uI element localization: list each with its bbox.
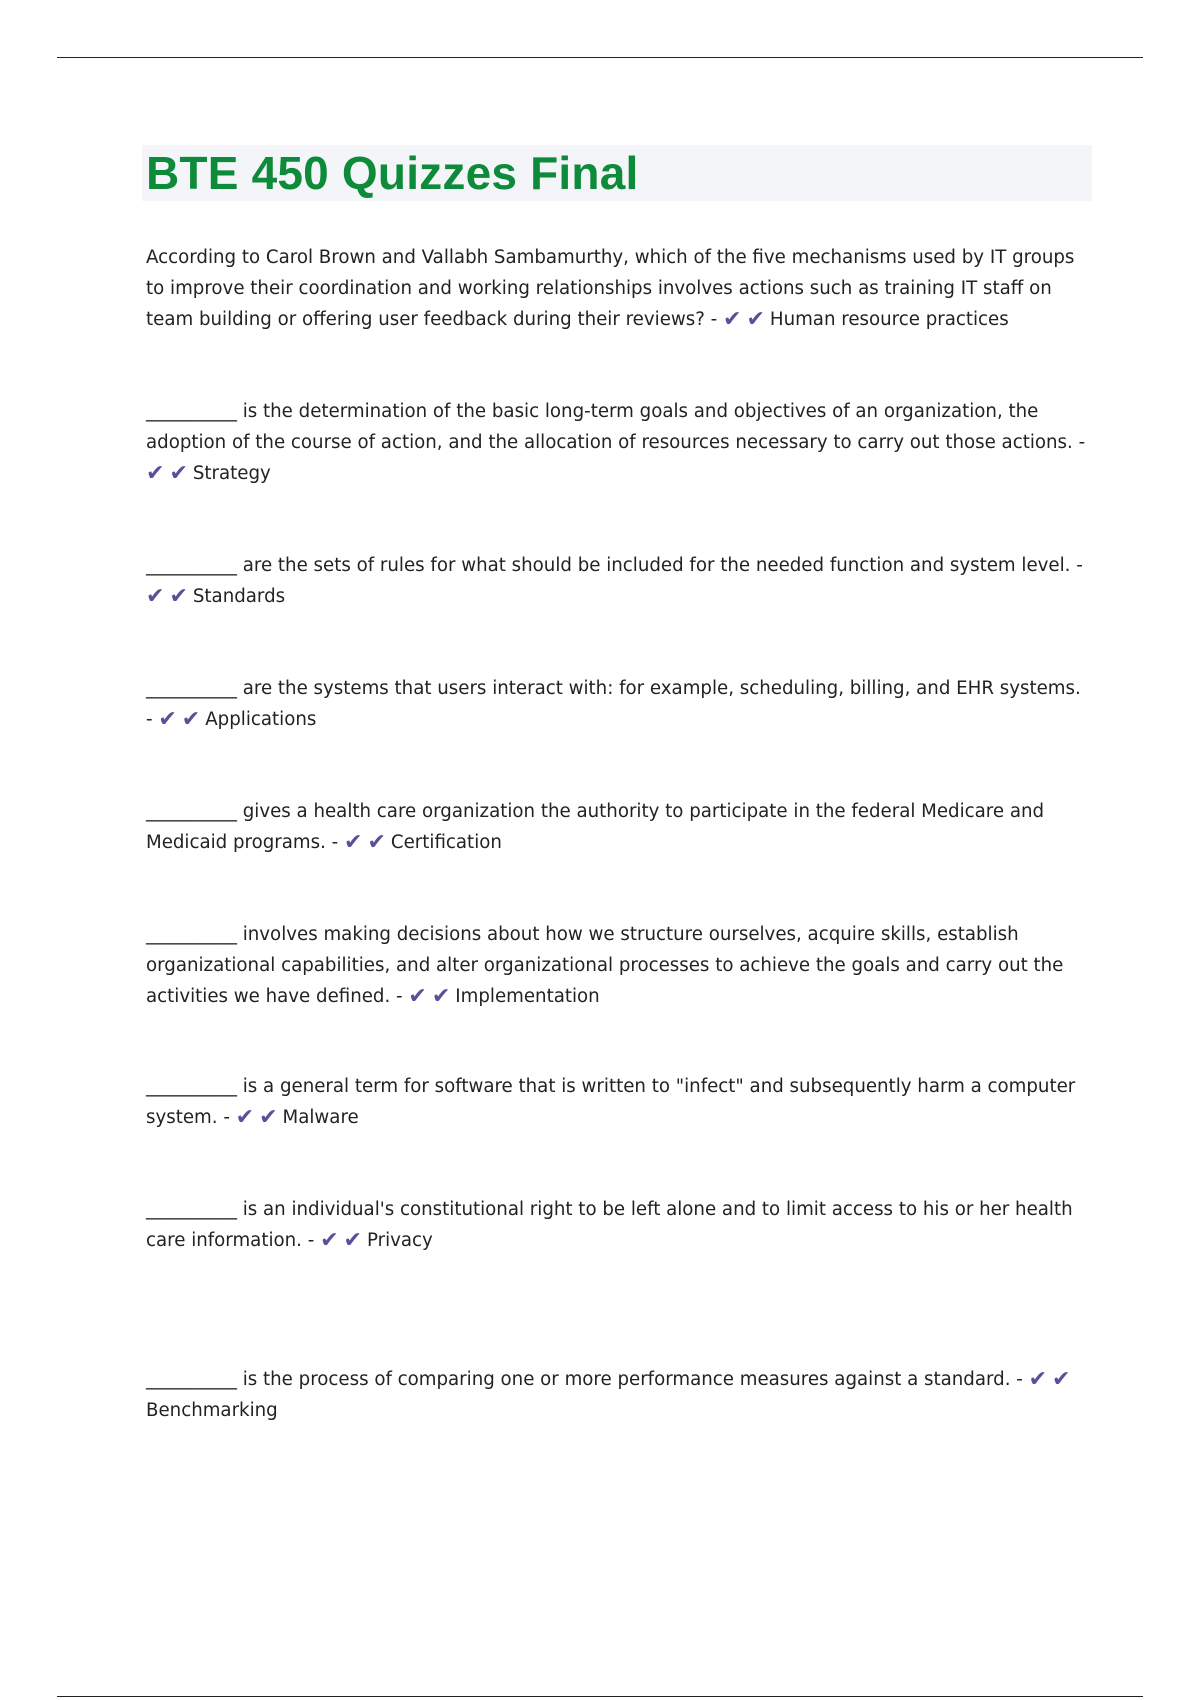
check-icon: ✔ (344, 830, 363, 855)
question-text: __________ are the sets of rules for what should be included for the needed function and system level. - (146, 555, 1083, 576)
answer-text: Standards (192, 586, 286, 607)
question-item (146, 242, 1090, 335)
page-top-rule (57, 57, 1143, 58)
check-icon: ✔ (169, 461, 188, 486)
check-icon: ✔ (343, 1228, 362, 1253)
question-item (146, 1071, 1090, 1133)
check-icon: ✔ (181, 707, 201, 732)
check-icon: ✔ (146, 584, 165, 609)
check-icon: ✔ (1028, 1367, 1048, 1392)
check-icon: ✔ (408, 984, 427, 1009)
answer-text: Applications (205, 709, 317, 730)
answer-text: Benchmarking (146, 1400, 278, 1421)
answer-text: Strategy (192, 463, 271, 484)
question-item (146, 396, 1090, 489)
question-text: __________ involves making decisions about how we structure ourselves, acquire skills, establish organizational capabilities, and alter organizational processes to achieve the goals and carry out the activities we have defined. - (146, 924, 1064, 1007)
question-text: __________ gives a health care organization the authority to participate in the federal Medicare and Medicaid programs. - (146, 801, 1045, 853)
page-bottom-rule (57, 1696, 1143, 1697)
check-icon: ✔ (723, 307, 742, 332)
question-item (146, 673, 1090, 735)
question-text: According to Carol Brown and Vallabh Sambamurthy, which of the five mechanisms used by IT groups to improve their coordination and working relationships involves actions such as training IT staff on team building or offering user feedback during their reviews? - (146, 247, 1075, 330)
question-item (146, 919, 1090, 1012)
check-icon: ✔ (431, 984, 451, 1009)
check-icon: ✔ (1052, 1367, 1071, 1392)
document-title: BTE 450 Quizzes Final (146, 147, 639, 199)
check-icon: ✔ (320, 1228, 339, 1253)
title-band (142, 145, 1092, 201)
question-item (146, 1364, 1090, 1426)
answer-text: Privacy (366, 1230, 433, 1251)
question-text: __________ is the process of comparing one or more performance measures against a standard. - (146, 1369, 1029, 1390)
check-icon: ✔ (158, 707, 177, 732)
question-text: __________ are the systems that users interact with: for example, scheduling, billing, and EHR systems. - (146, 678, 1081, 730)
check-icon: ✔ (367, 830, 386, 855)
question-text: __________ is an individual's constitutional right to be left alone and to limit access to his or her health care information. - (146, 1199, 1073, 1251)
check-icon: ✔ (235, 1105, 255, 1130)
question-text: __________ is a general term for software that is written to "infect" and subsequently harm a computer system. - (146, 1076, 1076, 1128)
check-icon: ✔ (259, 1105, 278, 1130)
answer-text: Malware (282, 1107, 359, 1128)
question-item (146, 1194, 1090, 1256)
question-item (146, 550, 1090, 612)
check-icon: ✔ (169, 584, 188, 609)
answer-text: Human resource practices (769, 309, 1009, 330)
check-icon: ✔ (146, 461, 165, 486)
answer-text: Certification (390, 832, 502, 853)
question-item (146, 796, 1090, 858)
question-text: __________ is the determination of the basic long-term goals and objectives of an organization, the adoption of the course of action, and the allocation of resources necessary to carry out those actions. - (146, 401, 1086, 453)
check-icon: ✔ (746, 307, 765, 332)
answer-text: Implementation (455, 986, 600, 1007)
